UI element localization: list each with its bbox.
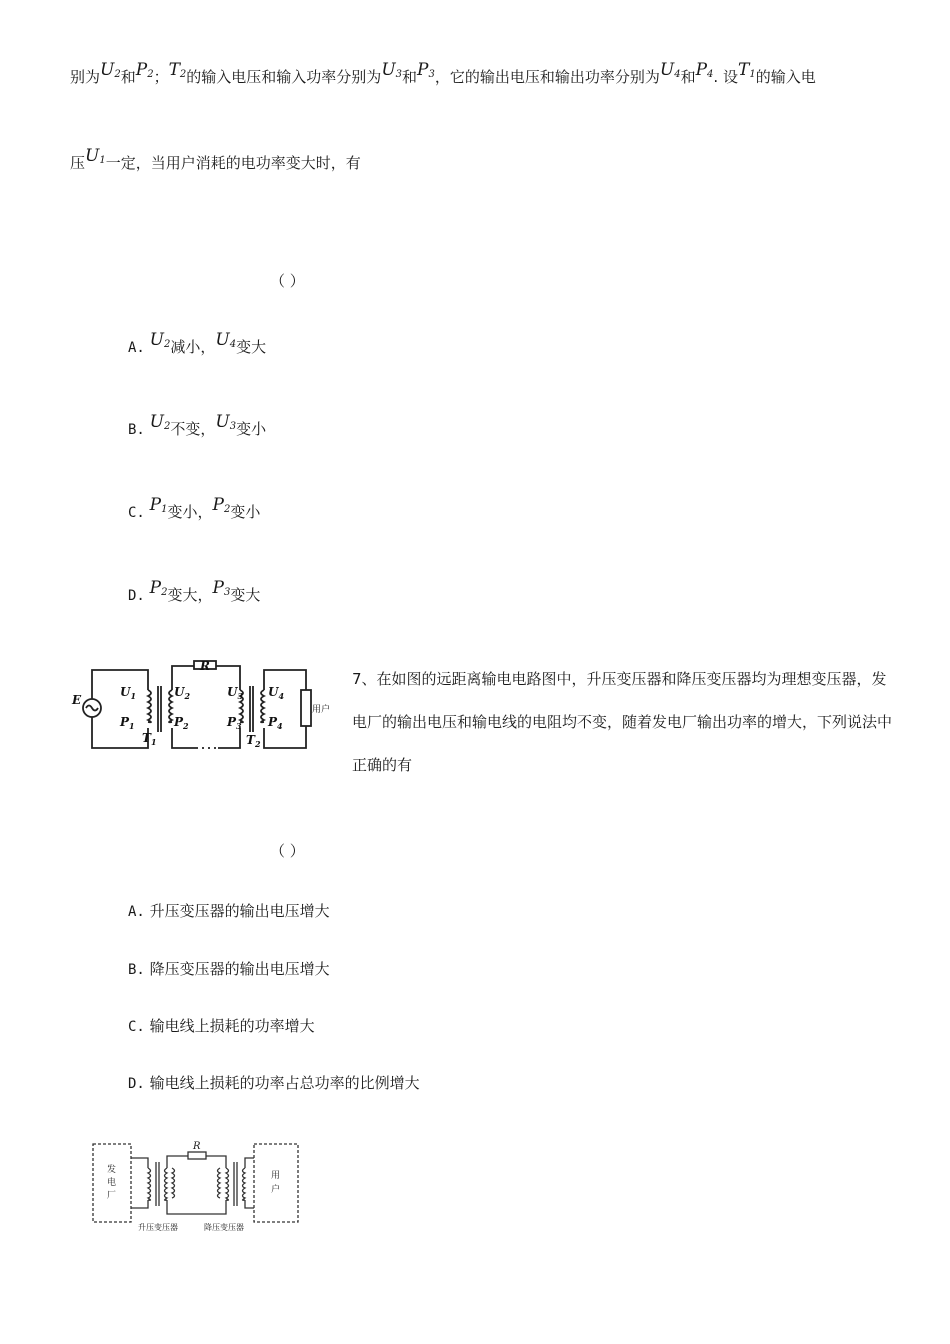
var-u3: $U_3$ <box>381 60 403 80</box>
q6-option-b[interactable]: B. $U_2$不变，$U_3$变小 <box>128 412 267 438</box>
label-u1: $U_1$ <box>120 685 137 701</box>
q6-option-a[interactable]: A. $U_2$减小，$U_4$变大 <box>128 330 267 356</box>
svg-text:户: 户 <box>271 1185 281 1195</box>
q6-line-1: 别为$U_2$和$P_2$；$T_2$的输入电压和输入功率分别为$U_3$和$P_3$，它的输出电压和输出功率分别为$U_4$和$P_4$. 设$T_1$的输入电 <box>70 60 816 86</box>
var-u2: $U_2$ <box>100 60 121 80</box>
label-p3: $P_3$ <box>227 715 242 731</box>
label-u2: $U_2$ <box>174 685 191 701</box>
q7-stem: 7、在如图的远距离输电电路图中，升压变压器和降压变压器均为理想变压器，发电厂的输出电压和输电线的电阻均不变，随着发电厂输出功率的增大，下列说法中正确的有 <box>352 670 893 774</box>
label-r2: R <box>193 1141 201 1152</box>
var-t2: $T_2$ <box>168 60 187 80</box>
var-u1: $U_1$ <box>85 146 106 166</box>
label-user-box <box>271 1170 280 1195</box>
q6-answer-bracket: （ ） <box>270 272 305 290</box>
label-u4: $U_4$ <box>268 685 285 701</box>
svg-text:发: 发 <box>107 1165 117 1175</box>
q7-option-a[interactable]: A. 升压变压器的输出电压增大 <box>128 902 330 920</box>
label-plant <box>107 1163 116 1201</box>
label-p4: $P_4$ <box>268 715 283 731</box>
svg-text:用: 用 <box>271 1171 281 1181</box>
q7-option-b[interactable]: B. 降压变压器的输出电压增大 <box>128 960 330 978</box>
svg-text:电: 电 <box>107 1178 117 1188</box>
var-t1: $T_1$ <box>738 60 756 80</box>
var-u4: $U_4$ <box>659 60 681 80</box>
label-t1: $T_1$ <box>142 731 157 747</box>
label-t2: $T_2$ <box>246 733 261 749</box>
q7-option-d[interactable]: D. 输电线上损耗的功率占总功率的比例增大 <box>128 1074 420 1092</box>
q6-line-2: 压$U_1$一定，当用户消耗的电功率变大时，有 <box>70 146 361 172</box>
label-u3: $U_3$ <box>227 685 244 701</box>
label-r: R <box>200 659 210 673</box>
var-p2: $P_2$ <box>135 60 154 80</box>
q6-option-c[interactable]: C. $P_1$变小，$P_2$变小 <box>128 495 261 521</box>
label-step-up: 升压变压器 <box>138 1223 178 1232</box>
label-step-down: 降压变压器 <box>204 1223 244 1232</box>
q7-option-c[interactable]: C. 输电线上损耗的功率增大 <box>128 1017 315 1035</box>
label-p2: $P_2$ <box>174 715 189 731</box>
svg-text:厂: 厂 <box>107 1191 117 1201</box>
q6-option-d[interactable]: D. $P_2$变大，$P_3$变大 <box>128 578 261 604</box>
var-p4: $P_4$ <box>695 60 714 80</box>
q7-answer-bracket: （ ） <box>270 842 305 860</box>
var-p3: $P_3$ <box>417 60 435 80</box>
circuit-diagram-figure <box>72 659 331 756</box>
label-p1: $P_1$ <box>120 715 135 731</box>
transmission-diagram-figure <box>92 1138 304 1234</box>
label-user: 用户 <box>312 705 331 715</box>
label-e: E <box>72 693 82 707</box>
